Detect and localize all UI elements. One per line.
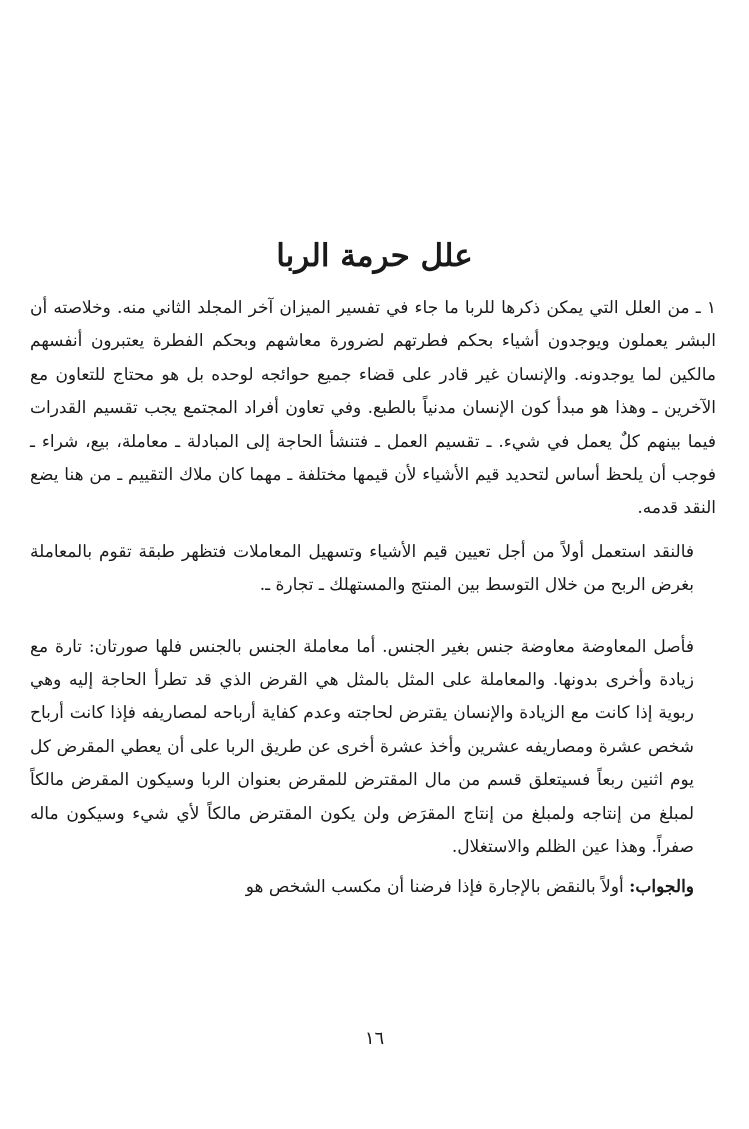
page-number: ١٦ [364, 1028, 385, 1049]
answer-lead: والجواب: [629, 876, 694, 897]
page-title: علل حرمة الربا [276, 238, 473, 274]
paragraph-1 [30, 292, 716, 526]
paragraph-3 [30, 631, 716, 865]
body-text [30, 292, 716, 904]
paragraph-2-text: فالنقد استعمل أولاً من أجل تعيين قيم الأشياء وتسهيل المعاملات فتظهر طبقة تقوم بالمعاملة بغرض الربح من خلال التوسط بين المنتج والمستهلك ـ تجارة ـ. [30, 541, 694, 596]
paragraph-4 [30, 871, 716, 904]
paragraph-2 [30, 536, 716, 603]
paragraph-3-text: فأصل المعاوضة معاوضة جنس بغير الجنس. أما معاملة الجنس بالجنس فلها صورتان: تارة مع زيادة وأخرى بدونها. والمعاملة على المثل بالمثل هي القرض الذي قد تطرأ الحاجة إليه وهي ربوية إذا كانت مع الزيادة والإنسان يقترض لحاجته وعدم كفاية أرباحه لمصاريفه فإذا كانت أرباح شخص عشرة ومصاريفه عشرين وأخذ عشرة أخرى عن طريق الربا على أن يعطي المقرض كل يوم اثنين ربعاً فسيتعلق قسم من مال المقترض للمقرض بعنوان الربا وسيكون المقرض مالكاً لمبلغ من إنتاجه ولمبلغ من إنتاج المقرَض ولن يكون المقترض مالكاً لأي شيء وسيكون ماله صفراً. وهذا عين الظلم والاستغلال. [30, 636, 694, 858]
paragraph-4-text: أولاً بالنقض بالإجارة فإذا فرضنا أن مكسب الشخص هو [245, 876, 630, 897]
paragraph-1-text: ١ ـ من العلل التي يمكن ذكرها للربا ما جاء في تفسير الميزان آخر المجلد الثاني منه. وخلاصته أن البشر يعملون ويوجدون أشياء بحكم فطرتهم لضرورة معاشهم وبحكم الفطرة يعتبرون أنفسهم مالكين لما يوجدونه. والإنسان غير قادر على قضاء جميع حوائجه لوحده بل هو محتاج للتعاون مع الآخرين ـ وهذا هو مبدأ كون الإنسان مدنياً بالطبع. وفي تعاون أفراد المجتمع يجب تقسيم القدرات فيما بينهم كلٌ يعمل في شيء. ـ تقسيم العمل ـ فتنشأ الحاجة إلى المبادلة ـ معاملة، بيع، شراء ـ فوجب أن يلحظ أساس لتحديد قيم الأشياء لأن قيمها مختلفة ـ مهما كان ملاك التقييم ـ من هنا يضع النقد قدمه. [30, 298, 716, 519]
